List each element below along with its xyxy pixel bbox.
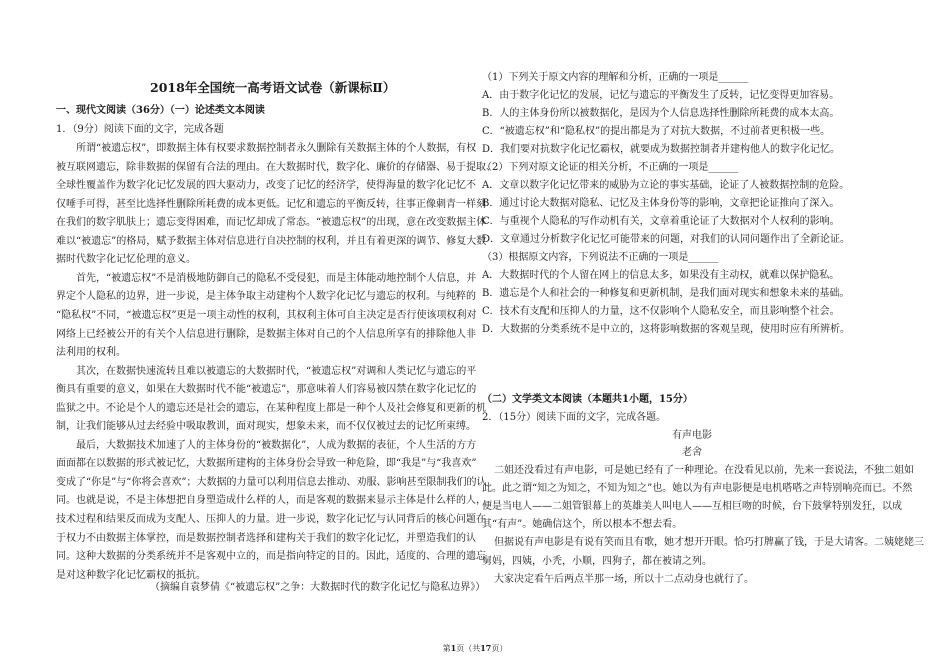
story-line: 便是当电人——二姐管银幕上的英雄美人叫电人——互相巨吻的时候，台下鼓掌特别发狂，以成 [482,501,902,513]
option-line: A．大数据时代的个人留在网上的信息太多，如果没有主动权，就难以保护隐私。 [482,270,840,281]
option-line: C．技术有支配和压抑人的力量，这不仅影响个人隐私安全，而且影响整个社会。 [482,306,840,317]
total-pages: 17 [480,643,492,653]
q1-3-stem: （3）根据原文内容，下列说法不正确的一项是______ [482,252,719,263]
option-line: B．遗忘是个人和社会的一种修复和更新机制，是我们面对现实和想象未来的基础。 [482,288,850,299]
q1-intro: 1．（9分）阅读下面的文字，完成各题 [56,124,224,135]
option-line: A．文章以数字化记忆带来的威胁为立论的事实基础，论证了人被数据控制的危险。 [482,180,850,191]
section2-heading: （二）文学类文本阅读（本题共1小题，15分） [482,394,693,405]
section1-heading: 一、现代文阅读（36分）（一）论述类文本阅读 [56,105,265,116]
story-line: 二姐还没看过有声电影，可是她已经有了一种理论。在没看见以前，先来一套说法，不独二姐如 [494,465,914,476]
passage-line: 全球性覆盖作为数字化记忆发展的四大驱动力，改变了记忆的经济学，使得海量的数字化记忆不 [56,180,476,192]
option-line: D．我们要对抗数字化记忆霸权，就要成为数据控制者并建构他人的数字化记忆。 [482,144,841,155]
passage-line: 网络上已经被公开的有关个人信息进行删除，是数据主体对自己的个人信息所享有的排除他人非 [56,328,476,340]
passage-line: “隐私权”不同，“被遗忘权”更是一项主动性的权利，其权利主体可自主决定是否行使该项权利对 [56,309,477,321]
passage-line: 衡具有重要的意义，如果在大数据时代不能“被遗忘”，那意味着人们容易被囚禁在数字化记忆的 [56,384,477,396]
passage-line: 技术过程和结果反而成为支配人、压抑人的力量。进一步说，数字化记忆与认同背后的核心问题在 [56,514,486,525]
passage-line: 面面都在以数据的形式被记忆，大数据所建构的主体身份会导致一种危险，即“我是”与“我喜欢” [56,458,477,470]
story-author: 老舍 [682,447,702,458]
passage-line: 据时代数字化记忆伦理的意义。 [56,254,196,266]
passage-line: 仅唾手可得，甚至比选择性删除所耗费的成本更低。记忆和遗忘的平衡反转，往事正像刺青一样刻 [56,198,486,210]
option-line: C．“被遗忘权”和“隐私权”的提出都是为了对抗大数据，不过前者更积极一些。 [482,126,831,137]
footer-suffix: 页） [491,644,508,653]
passage-line: 最后，大数据技术加速了人的主体身份的“被数据化”，人成为数据的表征，个人生活的方方 [76,439,477,451]
passage-line: 制，让我们能够从过去经验中吸取教训，面对现实，想象未来，而不仅仅被过去的记忆所束缚。 [56,421,476,433]
q2-intro: 2．（15分）阅读下面的文字，完成各题。 [482,412,667,423]
footer-middle: 页（共 [456,644,481,653]
passage-line: 其次，在数据快速流转且难以被遗忘的大数据时代，“被遗忘权”对调和人类记忆与遗忘的平 [76,365,477,377]
q1-2-stem: （2）下列对原文论证的相关分析，不正确的一项是______ [482,162,739,173]
passage-line: 在我们的数字肌肤上；遗忘变得困难，而记忆却成了常态。“被遗忘权”的出现，意在改变数据主体 [56,217,487,229]
option-line: B．通过讨论大数据对隐私、记忆及主体身份等的影响，文章把论证推向了深入。 [482,198,840,209]
q1-1-stem: （1）下列关于原文内容的理解和分析，正确的一项是______ [482,72,749,83]
passage-line: 变成了“你是”与“你将会喜欢”；大数据的力量可以利用信息去推动、劝服、影响甚至限制我们的认 [56,476,487,488]
passage-line: 法利用的权利。 [56,347,126,359]
passage-line: 监狱之中。不论是个人的遗忘还是社会的遗忘，在某种程度上都是一种个人及社会修复和更新的机 [56,402,486,414]
option-line: C．与重视个人隐私的写作动机有关，文章着重论证了大数据对个人权利的影响。 [482,216,840,227]
story-line: 大家决定看午后两点半那一场，所以十二点动身也就行了。 [494,573,754,585]
story-line: 舅妈，四姨，小秃，小顺，四狗子，都在被请之列。 [482,555,712,567]
story-line: 此。此之谓“知之为知之，不知为知之”也。她以为有声电影便是电机嗒嗒之声特别响亮而已。不然 [482,483,913,495]
passage-line: 于权力不由数据主体掌控，而是数据控制者选择和建构关于我们的数字化记忆，并塑造我们的认 [56,532,476,544]
page-footer [0,643,950,654]
source-citation: （摘编自袁梦倩《“被遗忘权”之争：大数据时代的数字化记忆与隐私边界》） [150,582,486,593]
story-line: 其“有声”。她确信这个，所以根本不想去看。 [482,519,683,531]
passage-line: 同。也就是说，不是主体想把自身塑造成什么样的人，而是客观的数据来显示主体是什么样的人， [56,495,486,507]
story-title: 有声电影 [672,430,712,441]
page-number: 1 [450,643,457,653]
option-line: B．人的主体身份所以被数据化，是因为个人信息选择性删除所耗费的成本太高。 [482,108,840,119]
option-line: D．大数据的分类系统不是中立的，这将影响数据的客观呈现，使用时应有所辨析。 [482,324,851,335]
passage-line: 首先，“被遗忘权”不是消极地防御自己的隐私不受侵犯，而是主体能动地控制个人信息，并 [76,272,477,284]
option-line: D．文章通过分析数字化记忆可能带来的问题，对我们的认同问题作出了全新论证。 [482,234,851,245]
passage-line: 所谓“被遗忘权”，即数据主体有权要求数据控制者永久删除有关数据主体的个人数据，有权 [76,143,477,154]
passage-line: 难以“被遗忘”的格局，赋予数据主体对信息进行自决控制的权利，并且有着更深的调节、修复大数 [56,235,487,247]
passage-line: 是对这种数字化记忆霸权的抵抗。 [56,569,206,581]
page-title: 2018年全国统一高考语文试卷（新课标Ⅱ） [150,80,396,95]
passage-line: 被互联网遗忘，除非数据的保留有合法的理由。在大数据时代，数字化、廉价的存储器、易于提取、 [56,161,496,173]
footer-prefix: 第 [442,644,451,653]
passage-line: 界定个人隐私的边界，进一步说，是主体争取主动建构个人数字化记忆与遗忘的权利。与纯粹的 [56,291,476,303]
option-line: A．由于数字化记忆的发展，记忆与遗忘的平衡发生了反转，记忆变得更加容易。 [482,90,840,101]
story-line: 但据说有声电影是有说有笑而且有歌，她才想开开眼。恰巧打牌赢了钱，于是大请客。二姨姥姥三 [494,537,924,549]
passage-line: 同。这种大数据的分类系统并不是客观中立的，而是指向特定的目的。因此，适度的、合理的遗忘 [56,551,486,563]
